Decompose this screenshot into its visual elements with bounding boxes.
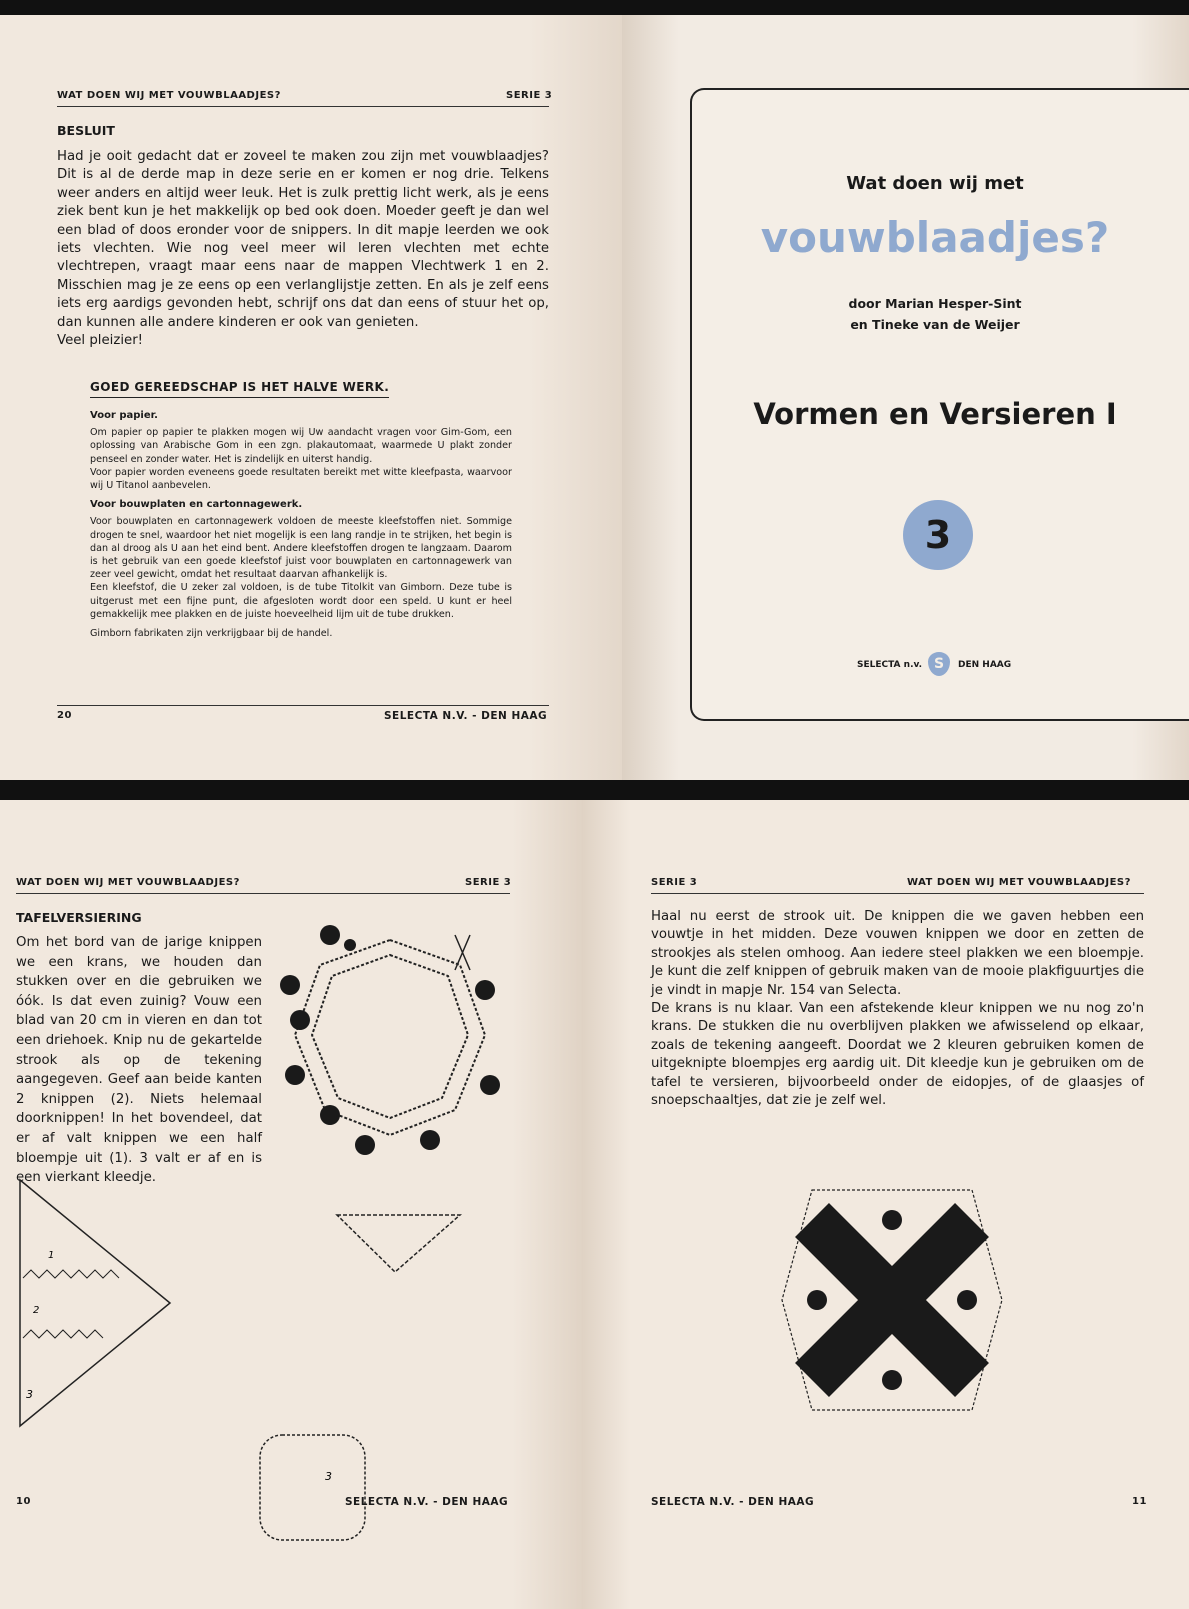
running-header-right: SERIE 3 bbox=[465, 877, 512, 888]
volume-number-badge: 3 bbox=[903, 500, 973, 570]
running-footer: SELECTA N.V. - DEN HAAG bbox=[345, 1496, 509, 1508]
header-rule bbox=[57, 106, 549, 107]
ad-paragraph: Voor bouwplaten en cartonnagewerk voldoen de meeste kleefstoffen niet. Sommige drogen te snel, waardoor het niet mogelijk is een lang randje in te strijken, het begin is dan al droog als U aan het eind bent. Andere kleefstoffen drogen te langzaam. Daarom is het gebruik van een goede kleefstof juist voor bouwplaten en cartonnagewerk van zeer veel gewicht, omdat het resultaat daarvan afhankelijk is. bbox=[90, 516, 512, 581]
selecta-logo: S bbox=[928, 652, 950, 676]
header-rule bbox=[16, 893, 510, 894]
publisher-city: DEN HAAG bbox=[958, 660, 1012, 670]
ad-paragraph: Om papier op papier te plakken mogen wij Uw aandacht vragen voor Gim-Gom, een oplossing van Arabische Gom in een zgn. plakautomaat, waarmede U plakt zonder penseel en zonder water. Het is zindelijk en uiterst handig. bbox=[90, 427, 512, 465]
footer-rule bbox=[57, 705, 549, 706]
body-text bbox=[651, 908, 1144, 1110]
running-footer: SELECTA N.V. - DEN HAAG bbox=[651, 1496, 815, 1508]
ad-paragraph: Voor papier worden eveneens goede resultaten bereikt met witte kleefpasta, waarvoor wij U Titanol aanbevelen. bbox=[90, 466, 512, 492]
body-text bbox=[57, 148, 549, 350]
cover-page bbox=[622, 15, 1189, 780]
folded-triangle-diagram bbox=[18, 1178, 178, 1428]
square-doily-diagram bbox=[255, 1430, 370, 1545]
ad-paragraph: Een kleefstof, die U zeker zal voldoen, is de tube Titolkit van Gimborn. Deze tube is uitgerust met een fijne punt, die afgesloten wordt door een speld. U kunt er heel gemakkelijk mee plakken en de juiste hoeveelheid lijm uit de tube drukken. bbox=[90, 582, 512, 620]
diagram-label: 3 bbox=[26, 1388, 33, 1401]
publisher-name: SELECTA n.v. bbox=[857, 660, 923, 670]
cutout-piece-diagram bbox=[335, 1212, 465, 1277]
diagram-label: 2 bbox=[33, 1305, 40, 1316]
running-header-right: WAT DOEN WIJ MET VOUWBLAADJES? bbox=[907, 877, 1131, 888]
page-number: 20 bbox=[57, 710, 72, 721]
ad-subheading: Voor papier. bbox=[90, 410, 158, 421]
cover-title: vouwblaadjes? bbox=[760, 213, 1110, 262]
body-paragraph: Had je ooit gedacht dat er zoveel te maken zou zijn met vouwblaadjes? Dit is al de derde map in deze serie en er komen er nog drie. Telkens weer anders en altijd weer leuk. Het is zulk prettig licht werk, als je eens ziek bent kun je het makkelijk op bed ook doen. Moeder geeft je dan wel een blad of doos eronder voor de snippers. In dit mapje leerden we ook iets vlechten. Wie nog veel meer wil leren vlechten met echte vlechtrepen, vraagt maar eens naar de mappen Vlechtwerk 1 en 2. Misschien mag je ze eens op een verlanglijstje zetten. En als je zelf eens iets erg aardigs gevonden hebt, schrijf ons dat dan eens of stuur het op, dan kunnen alle andere kinderen er ook van genieten. bbox=[57, 149, 549, 330]
page-20 bbox=[0, 15, 622, 780]
page-number: 10 bbox=[16, 1496, 31, 1507]
running-header-left: WAT DOEN WIJ MET VOUWBLAADJES? bbox=[57, 90, 281, 101]
running-header-left: WAT DOEN WIJ MET VOUWBLAADJES? bbox=[16, 877, 240, 888]
wreath-illustration bbox=[270, 910, 510, 1160]
section-title: BESLUIT bbox=[57, 123, 115, 138]
ad-subheading: Voor bouwplaten en cartonnagewerk. bbox=[90, 499, 303, 511]
cover-subtitle: Vormen en Versieren I bbox=[753, 397, 1117, 431]
ad-title: GOED GEREEDSCHAP IS HET HALVE WERK. bbox=[90, 380, 389, 398]
doily-x-illustration bbox=[772, 1180, 1012, 1420]
header-rule bbox=[651, 893, 1144, 894]
cover-author: en Tineke van de Weijer bbox=[850, 317, 1020, 332]
body-paragraph: Haal nu eerst de strook uit. De knippen die we gaven hebben een vouwtje in het midden. Deze vouwen knippen we door en zetten de strookjes als stelen omhoog. Aan iedere steel plakken we een bloempje. Je kunt die zelf knippen of gebruik maken van de mooie plakfiguurtjes die je vindt in mapje Nr. 154 van Selecta. bbox=[651, 909, 1144, 998]
running-footer: SELECTA N.V. - DEN HAAG bbox=[384, 710, 548, 722]
page-number: 11 bbox=[1132, 1496, 1147, 1507]
running-header-left: SERIE 3 bbox=[651, 877, 698, 888]
body-paragraph: Om het bord van de jarige knippen we een krans, we houden dan stukken over en die gebruiken we óók. Is dat even zuinig? Vouw een blad van 20 cm in vieren en dan tot een driehoek. Knip nu de gekartelde strook als op de tekening aangegeven. Geef aan beide kanten 2 knippen (2). Niets helemaal doorknippen! In het bovendeel, dat er af valt knippen we een half bloempje uit (1). 3 valt er af en is een vierkant kleedje. bbox=[16, 935, 262, 1186]
diagram-label: 1 bbox=[48, 1250, 55, 1261]
running-header-right: SERIE 3 bbox=[506, 90, 553, 101]
cover-author: door Marian Hesper-Sint bbox=[848, 296, 1022, 311]
ad-paragraph: Gimborn fabrikaten zijn verkrijgbaar bij de handel. bbox=[90, 628, 333, 640]
ad-text bbox=[90, 403, 512, 646]
section-title: TAFELVERSIERING bbox=[16, 910, 142, 925]
cover-line1: Wat doen wij met bbox=[846, 173, 1024, 194]
diagram-label: 3 bbox=[325, 1470, 332, 1483]
body-paragraph: De krans is nu klaar. Van een afstekende kleur knippen we nu nog zo'n krans. De stukken die nu overblijven plakken we afwisselend op elkaar, zoals de tekening aangeeft. Doordat we 2 kleuren gebruiken komen de uitgeknipte bloempjes erg aardig uit. Dit kleedje kun je gebruiken om de tafel te versieren, bijvoorbeeld onder de eidopjes, of de glaasjes of snoepschaaltjes, dat zie je zelf wel. bbox=[651, 1001, 1144, 1109]
page-10 bbox=[0, 800, 582, 1609]
closing-line: Veel pleizier! bbox=[57, 333, 144, 349]
page-11 bbox=[582, 800, 1189, 1609]
